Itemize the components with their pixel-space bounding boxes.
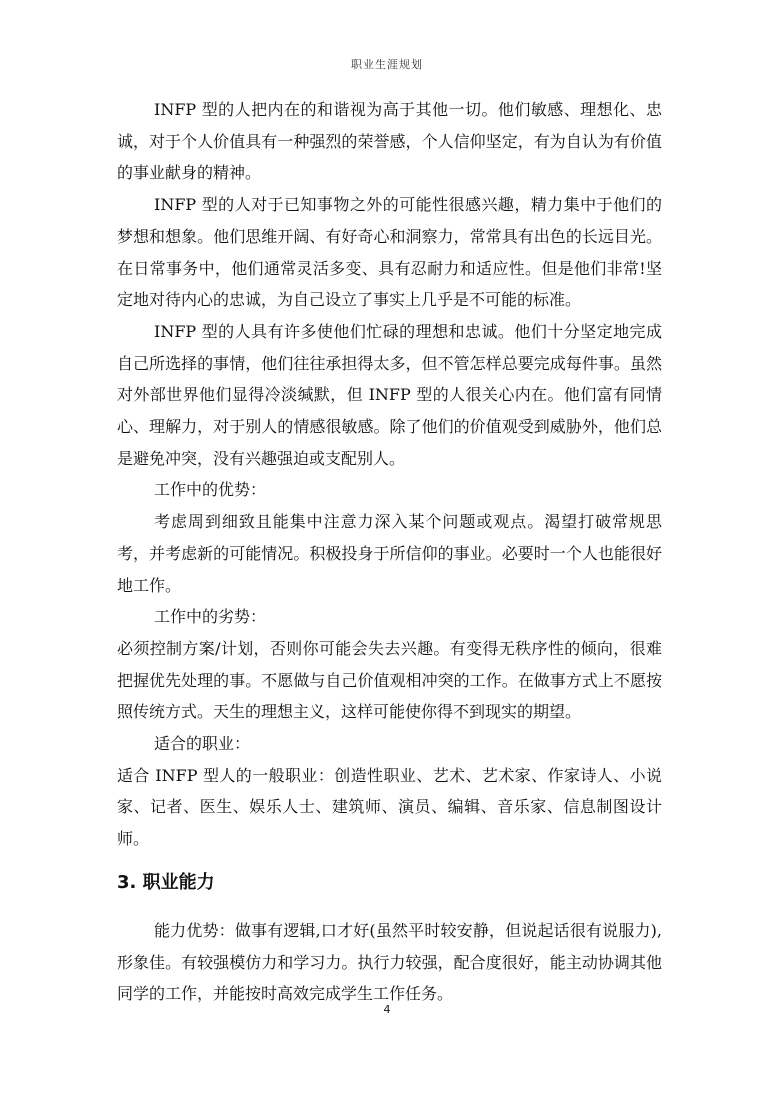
paragraph-ideals: INFP 型的人具有许多使他们忙碌的理想和忠诚。他们十分坚定地完成自己所选择的事情，他们往往承担得太多，但不管怎样总要完成每件事。虽然对外部世界他们显得冷淡缄默，但 INFP 型的人很关心内在。他们富有同情心、理解力，对于别人的情感很敏感。除了他们的价值观受到威胁外，他们总是避免冲突，没有兴趣强迫或支配别人。	[117, 321, 662, 468]
paragraph-intro: INFP 型的人把内在的和谐视为高于其他一切。他们敏感、理想化、忠诚，对于个人价值具有一种强烈的荣誉感，个人信仰坚定，有为自认为有价值的事业献身的精神。	[117, 100, 662, 183]
page-number: 4	[383, 1003, 391, 1016]
careers-title: 适合的职业：	[154, 734, 251, 754]
ability-text: 能力优势：做事有逻辑,口才好(虽然平时较安静，但说起话很有说服力),形象佳。有较强模仿力和学习力。执行力较强，配合度很好，能主动协调其他同学的工作，并能按时高效完成学生工作任务。	[117, 920, 662, 1004]
strengths-text: 考虑周到细致且能集中注意力深入某个问题或观点。渴望打破常规思考，并考虑新的可能情况。积极投身于所信仰的事业。必要时一个人也能很好地工作。	[117, 512, 662, 595]
weaknesses-title: 工作中的劣势：	[154, 607, 267, 627]
section-heading: 3. 职业能力	[117, 871, 215, 893]
strengths-title: 工作中的优势：	[154, 480, 267, 500]
document-body	[117, 94, 662, 1010]
page-header: 职业生涯规划	[351, 58, 423, 71]
paragraph-possibilities: INFP 型的人对于已知事物之外的可能性很感兴趣，精力集中于他们的梦想和想象。他们思维开阔、有好奇心和洞察力，常常具有出色的长远目光。在日常事务中，他们通常灵活多变、具有忍耐力和适应性。但是他们非常!坚定地对待内心的忠诚，为自己设立了事实上几乎是不可能的标准。	[117, 195, 662, 310]
careers-text: 适合 INFP 型人的一般职业：创造性职业、艺术、艺术家、作家诗人、小说家、记者、医生、娱乐人士、建筑师、演员、编辑、音乐家、信息制图设计师。	[117, 765, 662, 849]
weaknesses-text: 必须控制方案/计划，否则你可能会失去兴趣。有变得无秩序性的倾向，很难把握优先处理的事。不愿做与自己价值观相冲突的工作。在做事方式上不愿按照传统方式。天生的理想主义，这样可能使你得不到现实的期望。	[117, 638, 662, 722]
